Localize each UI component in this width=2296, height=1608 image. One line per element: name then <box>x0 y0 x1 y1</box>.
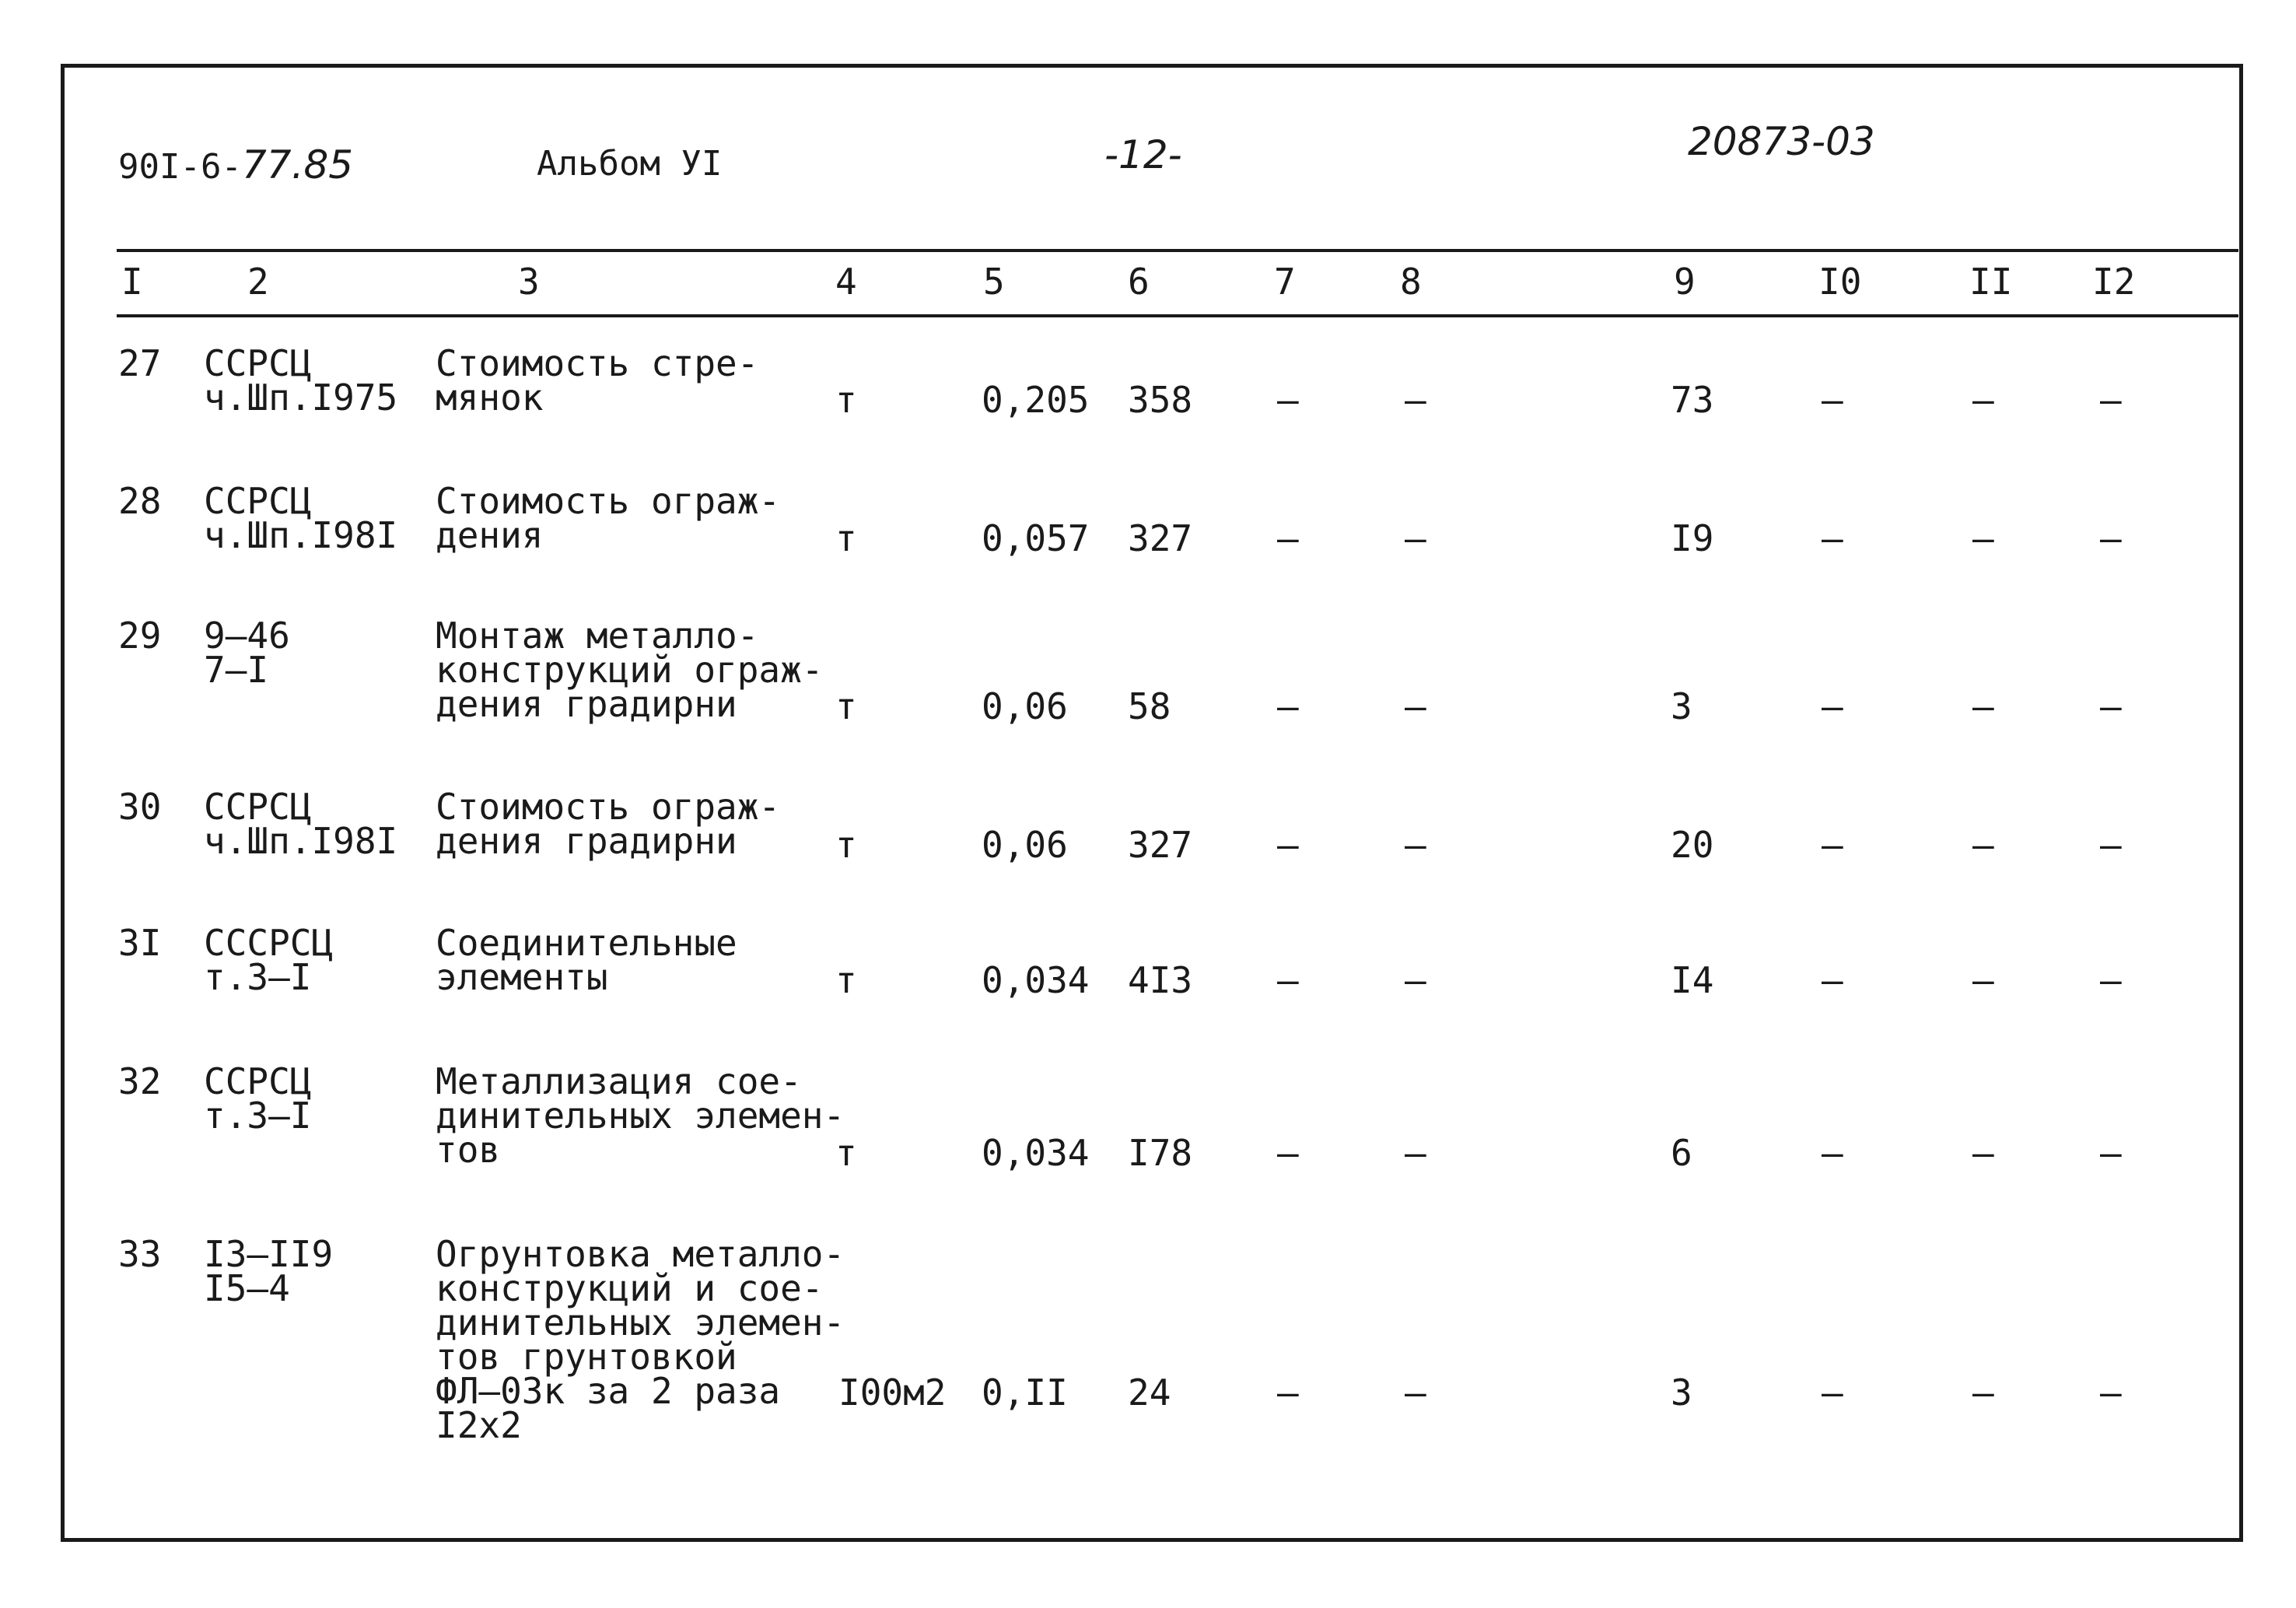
row-dash-c12: – <box>2100 379 2122 421</box>
row-dash-c10: – <box>1822 379 1843 421</box>
row-unit: т <box>835 959 857 1001</box>
row-dash-c11: – <box>1972 517 1994 559</box>
row-total: 20 <box>1671 824 1714 866</box>
column-header-4: 4 <box>835 261 857 303</box>
row-unit: I00м2 <box>838 1372 947 1414</box>
row-dash-c12: – <box>2100 517 2122 559</box>
row-dash-c7: – <box>1277 1372 1299 1414</box>
row-dash-c12: – <box>2100 959 2122 1001</box>
row-dash-c8: – <box>1405 1132 1426 1174</box>
row-quantity: 0,II <box>982 1372 1068 1414</box>
album-label: Альбом УI <box>537 144 723 184</box>
row-dash-c11: – <box>1972 1132 1994 1174</box>
column-header-12: I2 <box>2092 261 2136 303</box>
page-number: -12- <box>1104 132 1182 177</box>
row-price: 327 <box>1128 517 1193 559</box>
row-reference: 9–46 7–I <box>204 615 290 691</box>
row-total: I9 <box>1671 517 1714 559</box>
row-reference: I3–II9 I5–4 <box>204 1233 334 1309</box>
column-header-3: 3 <box>518 261 540 303</box>
row-price: 58 <box>1128 685 1171 727</box>
header-rule-top <box>117 249 2238 252</box>
row-description: Металлизация сое- динительных элемен- тов <box>436 1060 845 1171</box>
row-unit: т <box>835 824 857 866</box>
row-dash-c8: – <box>1405 959 1426 1001</box>
column-header-10: I0 <box>1818 261 1862 303</box>
column-header-8: 8 <box>1400 261 1422 303</box>
row-unit: т <box>835 379 857 421</box>
row-dash-c8: – <box>1405 1372 1426 1414</box>
row-number: 32 <box>118 1060 162 1102</box>
row-total: 3 <box>1671 1372 1692 1414</box>
doc-number: 20873-03 <box>1688 119 1875 164</box>
row-price: 327 <box>1128 824 1193 866</box>
row-dash-c12: – <box>2100 1372 2122 1414</box>
row-number: 3I <box>118 922 162 964</box>
row-price: I78 <box>1128 1132 1193 1174</box>
row-description: Огрунтовка металло- конструкций и сое- динительных элемен- тов грунтовкой ФЛ–03к за 2 раза I2х2 <box>436 1233 845 1446</box>
row-quantity: 0,06 <box>982 824 1068 866</box>
row-dash-c7: – <box>1277 517 1299 559</box>
row-quantity: 0,06 <box>982 685 1068 727</box>
row-unit: т <box>835 1132 857 1174</box>
row-dash-c11: – <box>1972 1372 1994 1414</box>
row-number: 30 <box>118 786 162 828</box>
row-number: 29 <box>118 615 162 657</box>
column-header-2: 2 <box>247 261 269 303</box>
row-dash-c8: – <box>1405 824 1426 866</box>
row-dash-c7: – <box>1277 824 1299 866</box>
row-dash-c10: – <box>1822 517 1843 559</box>
row-dash-c7: – <box>1277 685 1299 727</box>
column-header-5: 5 <box>983 261 1005 303</box>
column-header-1: I <box>121 261 143 303</box>
row-dash-c7: – <box>1277 959 1299 1001</box>
row-dash-c7: – <box>1277 379 1299 421</box>
row-dash-c11: – <box>1972 379 1994 421</box>
document-code <box>118 142 353 187</box>
row-quantity: 0,205 <box>982 379 1090 421</box>
row-description: Стоимость ограж- дения градирни <box>436 786 781 862</box>
row-reference: ССРСЦ ч.Шп.I975 <box>204 342 398 419</box>
row-price: 4I3 <box>1128 959 1193 1001</box>
row-unit: т <box>835 685 857 727</box>
document-code-prefix: 90I-6- <box>118 147 242 187</box>
row-description: Соединительные элементы <box>436 922 737 998</box>
row-dash-c10: – <box>1822 824 1843 866</box>
document-code-handwritten: 77.85 <box>241 142 354 187</box>
row-reference: ССРСЦ ч.Шп.I98I <box>204 480 398 556</box>
row-dash-c10: – <box>1822 1132 1843 1174</box>
row-total: 73 <box>1671 379 1714 421</box>
row-total: I4 <box>1671 959 1714 1001</box>
header-rule-bottom <box>117 314 2238 317</box>
row-total: 6 <box>1671 1132 1692 1174</box>
row-reference: ССРСЦ т.3–I <box>204 1060 312 1137</box>
row-dash-c12: – <box>2100 685 2122 727</box>
row-description: Стоимость стре- мянок <box>436 342 759 419</box>
row-number: 27 <box>118 342 162 384</box>
row-unit: т <box>835 517 857 559</box>
row-dash-c10: – <box>1822 1372 1843 1414</box>
row-quantity: 0,034 <box>982 1132 1090 1174</box>
row-price: 358 <box>1128 379 1193 421</box>
row-reference: СССРСЦ т.3–I <box>204 922 334 998</box>
row-description: Стоимость ограж- дения <box>436 480 781 556</box>
row-number: 33 <box>118 1233 162 1275</box>
row-dash-c12: – <box>2100 824 2122 866</box>
column-header-6: 6 <box>1128 261 1150 303</box>
row-dash-c12: – <box>2100 1132 2122 1174</box>
row-total: 3 <box>1671 685 1692 727</box>
column-header-11: II <box>1969 261 2013 303</box>
row-number: 28 <box>118 480 162 522</box>
row-dash-c8: – <box>1405 379 1426 421</box>
column-header-7: 7 <box>1274 261 1296 303</box>
row-quantity: 0,057 <box>982 517 1090 559</box>
row-dash-c11: – <box>1972 685 1994 727</box>
row-price: 24 <box>1128 1372 1171 1414</box>
row-dash-c10: – <box>1822 685 1843 727</box>
row-description: Монтаж металло- конструкций ограж- дения градирни <box>436 615 824 725</box>
row-dash-c8: – <box>1405 685 1426 727</box>
row-quantity: 0,034 <box>982 959 1090 1001</box>
row-reference: ССРСЦ ч.Шп.I98I <box>204 786 398 862</box>
column-header-9: 9 <box>1674 261 1696 303</box>
row-dash-c10: – <box>1822 959 1843 1001</box>
row-dash-c8: – <box>1405 517 1426 559</box>
row-dash-c7: – <box>1277 1132 1299 1174</box>
row-dash-c11: – <box>1972 824 1994 866</box>
row-dash-c11: – <box>1972 959 1994 1001</box>
